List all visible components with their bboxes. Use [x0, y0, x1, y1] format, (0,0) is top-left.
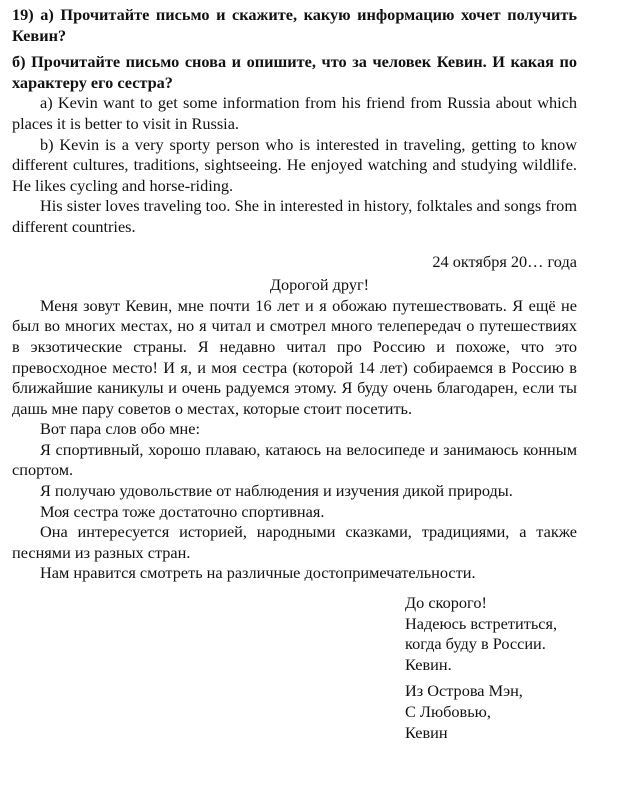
letter-paragraph: Я спортивный, хорошо плаваю, катаюсь на велосипеде и занимаюсь конным спортом. — [12, 439, 577, 480]
letter-paragraph: Нам нравится смотреть на различные достопримечательности. — [40, 563, 476, 583]
task-a-heading: 19) а) Прочитайте письмо и скажите, какую информацию хочет получить Кевин? — [12, 5, 577, 45]
letter-paragraph: Она интересуется историей, народными сказками, традициями, а также песнями из разных стран. — [12, 522, 577, 562]
letter-paragraph: Вот пара слов обо мне: — [40, 419, 200, 439]
closing-line: До скорого! — [405, 593, 487, 613]
closing-line: когда буду в России. — [405, 634, 546, 654]
answer-b: b) Kevin is a very sporty person who is interested in traveling, getting to know different cultures, traditions, sightseeing. He enjoyed watching and studying wildlife. He likes cycling and horse-riding. — [12, 134, 577, 195]
signature-line: Кевин — [405, 722, 448, 742]
letter-paragraph: Я получаю удовольствие от наблюдения и изучения дикой природы. — [40, 481, 513, 501]
closing-line: Кевин. — [405, 654, 452, 674]
task-b-heading: б) Прочитайте письмо снова и опишите, что за человек Кевин. И какая по характеру его сестра? — [12, 52, 577, 92]
letter-closing — [405, 593, 595, 675]
letter-date: 24 октября 20… года — [432, 251, 577, 271]
textbook-page — [12, 5, 577, 743]
letter-paragraph: Моя сестра тоже достаточно спортивная. — [40, 501, 325, 521]
signature-line: С Любовью, — [405, 702, 491, 721]
letter-paragraph: Меня зовут Кевин, мне почти 16 лет и я обожаю путешествовать. Я ещё не был во многих местах, но я читал и смотрел много телепередач о путешествиях в экзотические страны. Я недавно читал про Россию и похоже, что это превосходное место! И я, и моя сестра (которой 14 лет) собираемся в Россию в ближайшие каникулы и очень радуемся этому. Я буду очень благодарен, если ты дашь мне пару советов о местах, которые стоит посетить. — [12, 295, 577, 418]
letter-greeting: Дорогой друг! — [269, 275, 370, 295]
letter-signature — [405, 681, 595, 743]
closing-line: Надеюсь встретиться, — [405, 613, 558, 633]
answer-a: a) Kevin want to get some information from his friend from Russia about which places it is better to visit in Russia. — [12, 93, 577, 133]
answer-sister: His sister loves traveling too. She in interested in history, folktales and songs from different countries. — [12, 196, 577, 236]
signature-line: Из Острова Мэн, — [405, 681, 523, 701]
